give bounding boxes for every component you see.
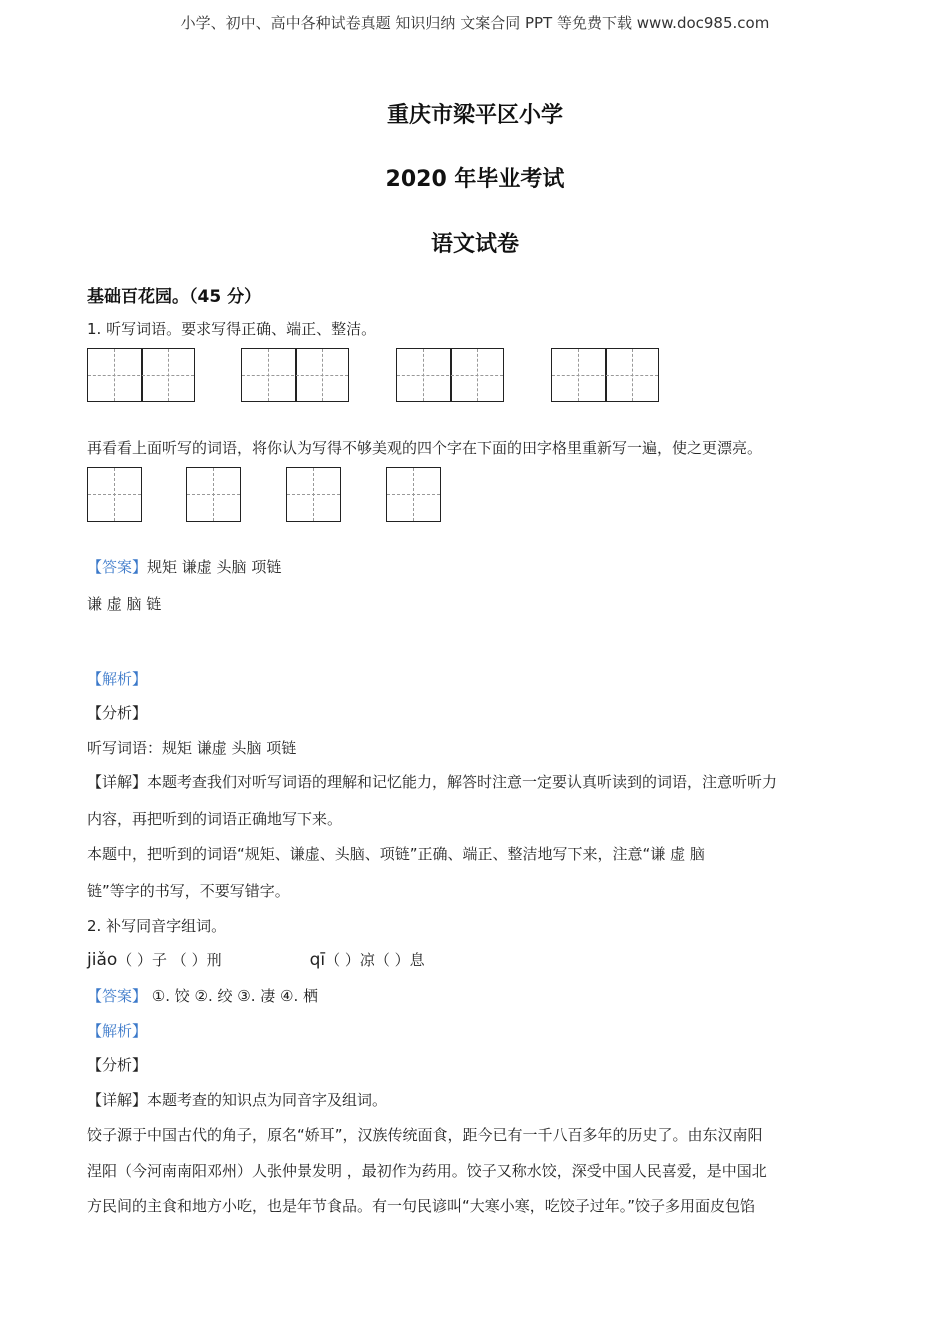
title-exam: 2020 年毕业考试 bbox=[385, 167, 565, 192]
pinyin-jiao: jiǎo bbox=[87, 950, 118, 970]
pinyin-qi: qī bbox=[309, 950, 326, 970]
writing-box[interactable] bbox=[87, 467, 142, 522]
detail-text-2: 内容，再把听到的词语正确地写下来。 bbox=[87, 810, 343, 828]
answer-text: 规矩 谦虚 头脑 项链 bbox=[147, 558, 282, 576]
detail-text: 本题考查我们对听写词语的理解和记忆能力，解答时注意一定要认真听读到的词语，注意听听力 bbox=[147, 773, 778, 791]
title-school: 重庆市梁平区小学 bbox=[386, 103, 563, 128]
q1-answer bbox=[87, 556, 281, 577]
writing-box[interactable] bbox=[241, 348, 349, 402]
q1-detail-line bbox=[87, 771, 777, 792]
detail-text-4: 链”等字的书写，不要写错字。 bbox=[87, 882, 290, 900]
writing-box[interactable] bbox=[396, 348, 504, 402]
fenxi-tag: 【分析】 bbox=[87, 1056, 148, 1074]
q1-question: 1. 听写词语。要求写得正确、端正、整洁。 bbox=[87, 320, 377, 338]
paragraph-line: 饺子源于中国古代的角子，原名“娇耳”，汉族传统面食，距今已有一千八百多年的历史了。由东汉南阳 bbox=[87, 1126, 763, 1144]
q2-fill-line bbox=[87, 949, 425, 970]
fill-blank-group: （ ）凉（ ）息 bbox=[325, 951, 425, 969]
writing-box[interactable] bbox=[551, 348, 659, 402]
page-header: 小学、初中、高中各种试卷真题 知识归纳 文案合同 PPT 等免费下载 www.doc985.com bbox=[180, 14, 770, 32]
writing-box[interactable] bbox=[386, 467, 441, 522]
detail-text: 本题考查的知识点为同音字及组词。 bbox=[147, 1091, 388, 1109]
writing-box[interactable] bbox=[87, 348, 195, 402]
q1-instruction: 再看看上面听写的词语，将你认为写得不够美观的四个字在下面的田字格里重新写一遍，使之更漂亮。 bbox=[87, 439, 763, 457]
paragraph-line: 涅阳（今河南南阳邓州）人张仲景发明 ，最初作为药用。饺子又称水饺，深受中国人民喜爱，是中国北 bbox=[87, 1162, 767, 1180]
analysis-tag: 【解析】 bbox=[87, 670, 148, 688]
q2-detail-line bbox=[87, 1089, 387, 1110]
fill-blank-group: （ ）子 （ ）刑 bbox=[117, 951, 222, 969]
answer-tag: 【答案】 bbox=[87, 987, 148, 1005]
title-subject: 语文试卷 bbox=[430, 232, 519, 257]
q2-answer bbox=[87, 985, 318, 1006]
answer-tag: 【答案】 bbox=[87, 558, 148, 576]
detail-text-3: 本题中，把听到的词语“规矩、谦虚、头脑、项链”正确、端正、整洁地写下来，注意“谦 虚 脑 bbox=[87, 845, 705, 863]
q2-question: 2. 补写同音字组词。 bbox=[87, 917, 227, 935]
fenxi-text: 听写词语：规矩 谦虚 头脑 项链 bbox=[87, 739, 297, 757]
writing-box[interactable] bbox=[186, 467, 241, 522]
answer-text: ①. 饺 ②. 绞 ③. 凄 ④. 栖 bbox=[147, 987, 319, 1005]
detail-tag: 【详解】 bbox=[87, 1091, 148, 1109]
section-heading: 基础百花园。（45 分） bbox=[87, 287, 262, 307]
paragraph-line: 方民间的主食和地方小吃，也是年节食品。有一句民谚叫“大寒小寒，吃饺子过年。”饺子多用面皮包馅 bbox=[87, 1197, 756, 1215]
fenxi-tag: 【分析】 bbox=[87, 704, 148, 722]
writing-box[interactable] bbox=[286, 467, 341, 522]
analysis-tag: 【解析】 bbox=[87, 1022, 148, 1040]
detail-tag: 【详解】 bbox=[87, 773, 148, 791]
q1-answer-chars: 谦 虚 脑 链 bbox=[87, 595, 162, 613]
